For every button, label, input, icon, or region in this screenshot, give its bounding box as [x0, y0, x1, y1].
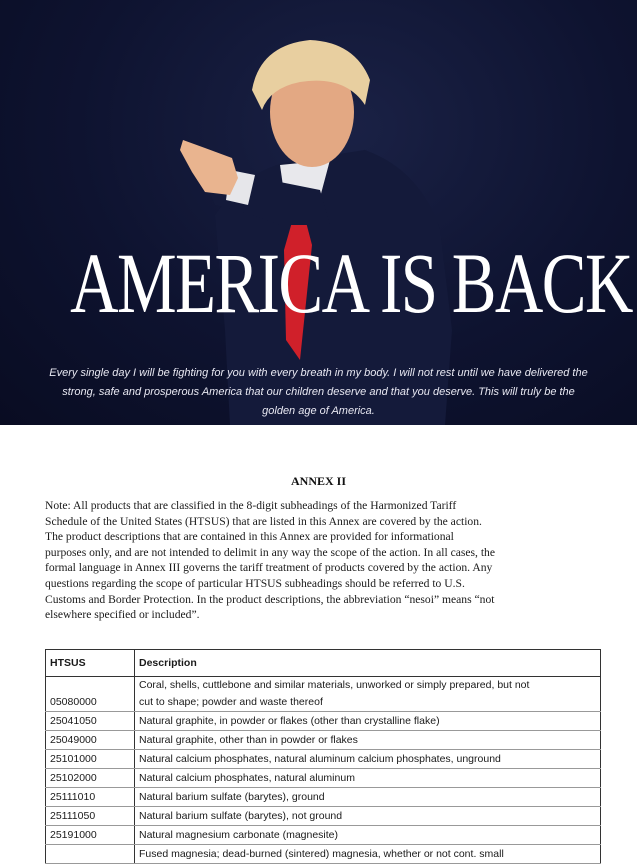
- table-row: [46, 677, 601, 712]
- note-line: purposes only, and are not intended to delimit in any way the scope of the action. In all cases, the: [45, 545, 495, 559]
- table-row: [46, 750, 601, 769]
- htsus-code: [46, 845, 135, 864]
- note-line: formal language in Annex III governs the tariff treatment of products covered by the action. Any: [45, 561, 493, 575]
- note-line: questions regarding the scope of particular HTSUS subheadings should be referred to U.S.: [45, 576, 465, 590]
- table-row: [46, 826, 601, 845]
- table-row: [46, 712, 601, 731]
- htsus-code: 25049000: [46, 731, 135, 750]
- description-cell: Fused magnesia; dead-burned (sintered) magnesia, whether or not cont. small: [135, 845, 601, 864]
- hero-banner: [0, 0, 637, 425]
- htsus-table: [45, 649, 601, 864]
- htsus-code: 25111010: [46, 788, 135, 807]
- description-cell: Natural graphite, other than in powder or flakes: [135, 731, 601, 750]
- note-line: Customs and Border Protection. In the product descriptions, the abbreviation “nesoi” means “not: [45, 592, 495, 606]
- description-cell: Natural barium sulfate (barytes), not ground: [135, 807, 601, 826]
- table-row: [46, 769, 601, 788]
- htsus-code: 05080000: [46, 677, 135, 712]
- quote-line: golden age of America.: [262, 405, 375, 417]
- description-line: Coral, shells, cuttlebone and similar materials, unworked or simply prepared, but not: [139, 679, 530, 691]
- table-header-row: [46, 650, 601, 677]
- htsus-code: 25041050: [46, 712, 135, 731]
- quote-line: Every single day I will be fighting for you with every breath in my body. I will not rest until we have delivered the: [49, 367, 588, 379]
- annex-title: ANNEX II: [290, 474, 346, 488]
- annex-note: [45, 498, 605, 623]
- table-row: [46, 845, 601, 864]
- header-description: Description: [135, 650, 601, 677]
- table-row: [46, 807, 601, 826]
- quote-line: strong, safe and prosperous America that our children deserve and that you deserve. This will truly be the: [62, 386, 575, 398]
- htsus-code: 25102000: [46, 769, 135, 788]
- header-htsus: HTSUS: [46, 650, 135, 677]
- description-cell: [135, 677, 601, 712]
- description-line: cut to shape; powder and waste thereof: [139, 696, 323, 708]
- description-cell: Natural magnesium carbonate (magnesite): [135, 826, 601, 845]
- pointing-hand: [180, 140, 238, 195]
- portrait-figure: [0, 0, 637, 425]
- note-line: elsewhere specified or included”.: [45, 608, 200, 622]
- description-cell: Natural calcium phosphates, natural aluminum calcium phosphates, unground: [135, 750, 601, 769]
- htsus-code: 25191000: [46, 826, 135, 845]
- description-cell: Natural graphite, in powder or flakes (other than crystalline flake): [135, 712, 601, 731]
- annex-document: [0, 425, 637, 860]
- table-row: [46, 731, 601, 750]
- table-row: [46, 788, 601, 807]
- note-line: Schedule of the United States (HTSUS) that are listed in this Annex are covered by the action.: [45, 514, 482, 528]
- htsus-code: 25101000: [46, 750, 135, 769]
- description-cell: Natural calcium phosphates, natural aluminum: [135, 769, 601, 788]
- description-cell: Natural barium sulfate (barytes), ground: [135, 788, 601, 807]
- note-line: The product descriptions that are contained in this Annex are provided for informational: [45, 530, 454, 544]
- note-line: Note: All products that are classified in the 8-digit subheadings of the Harmonized Tariff: [45, 499, 457, 512]
- quote-text: [0, 364, 637, 421]
- htsus-code: 25111050: [46, 807, 135, 826]
- headline: AMERICA IS BACK: [70, 235, 632, 331]
